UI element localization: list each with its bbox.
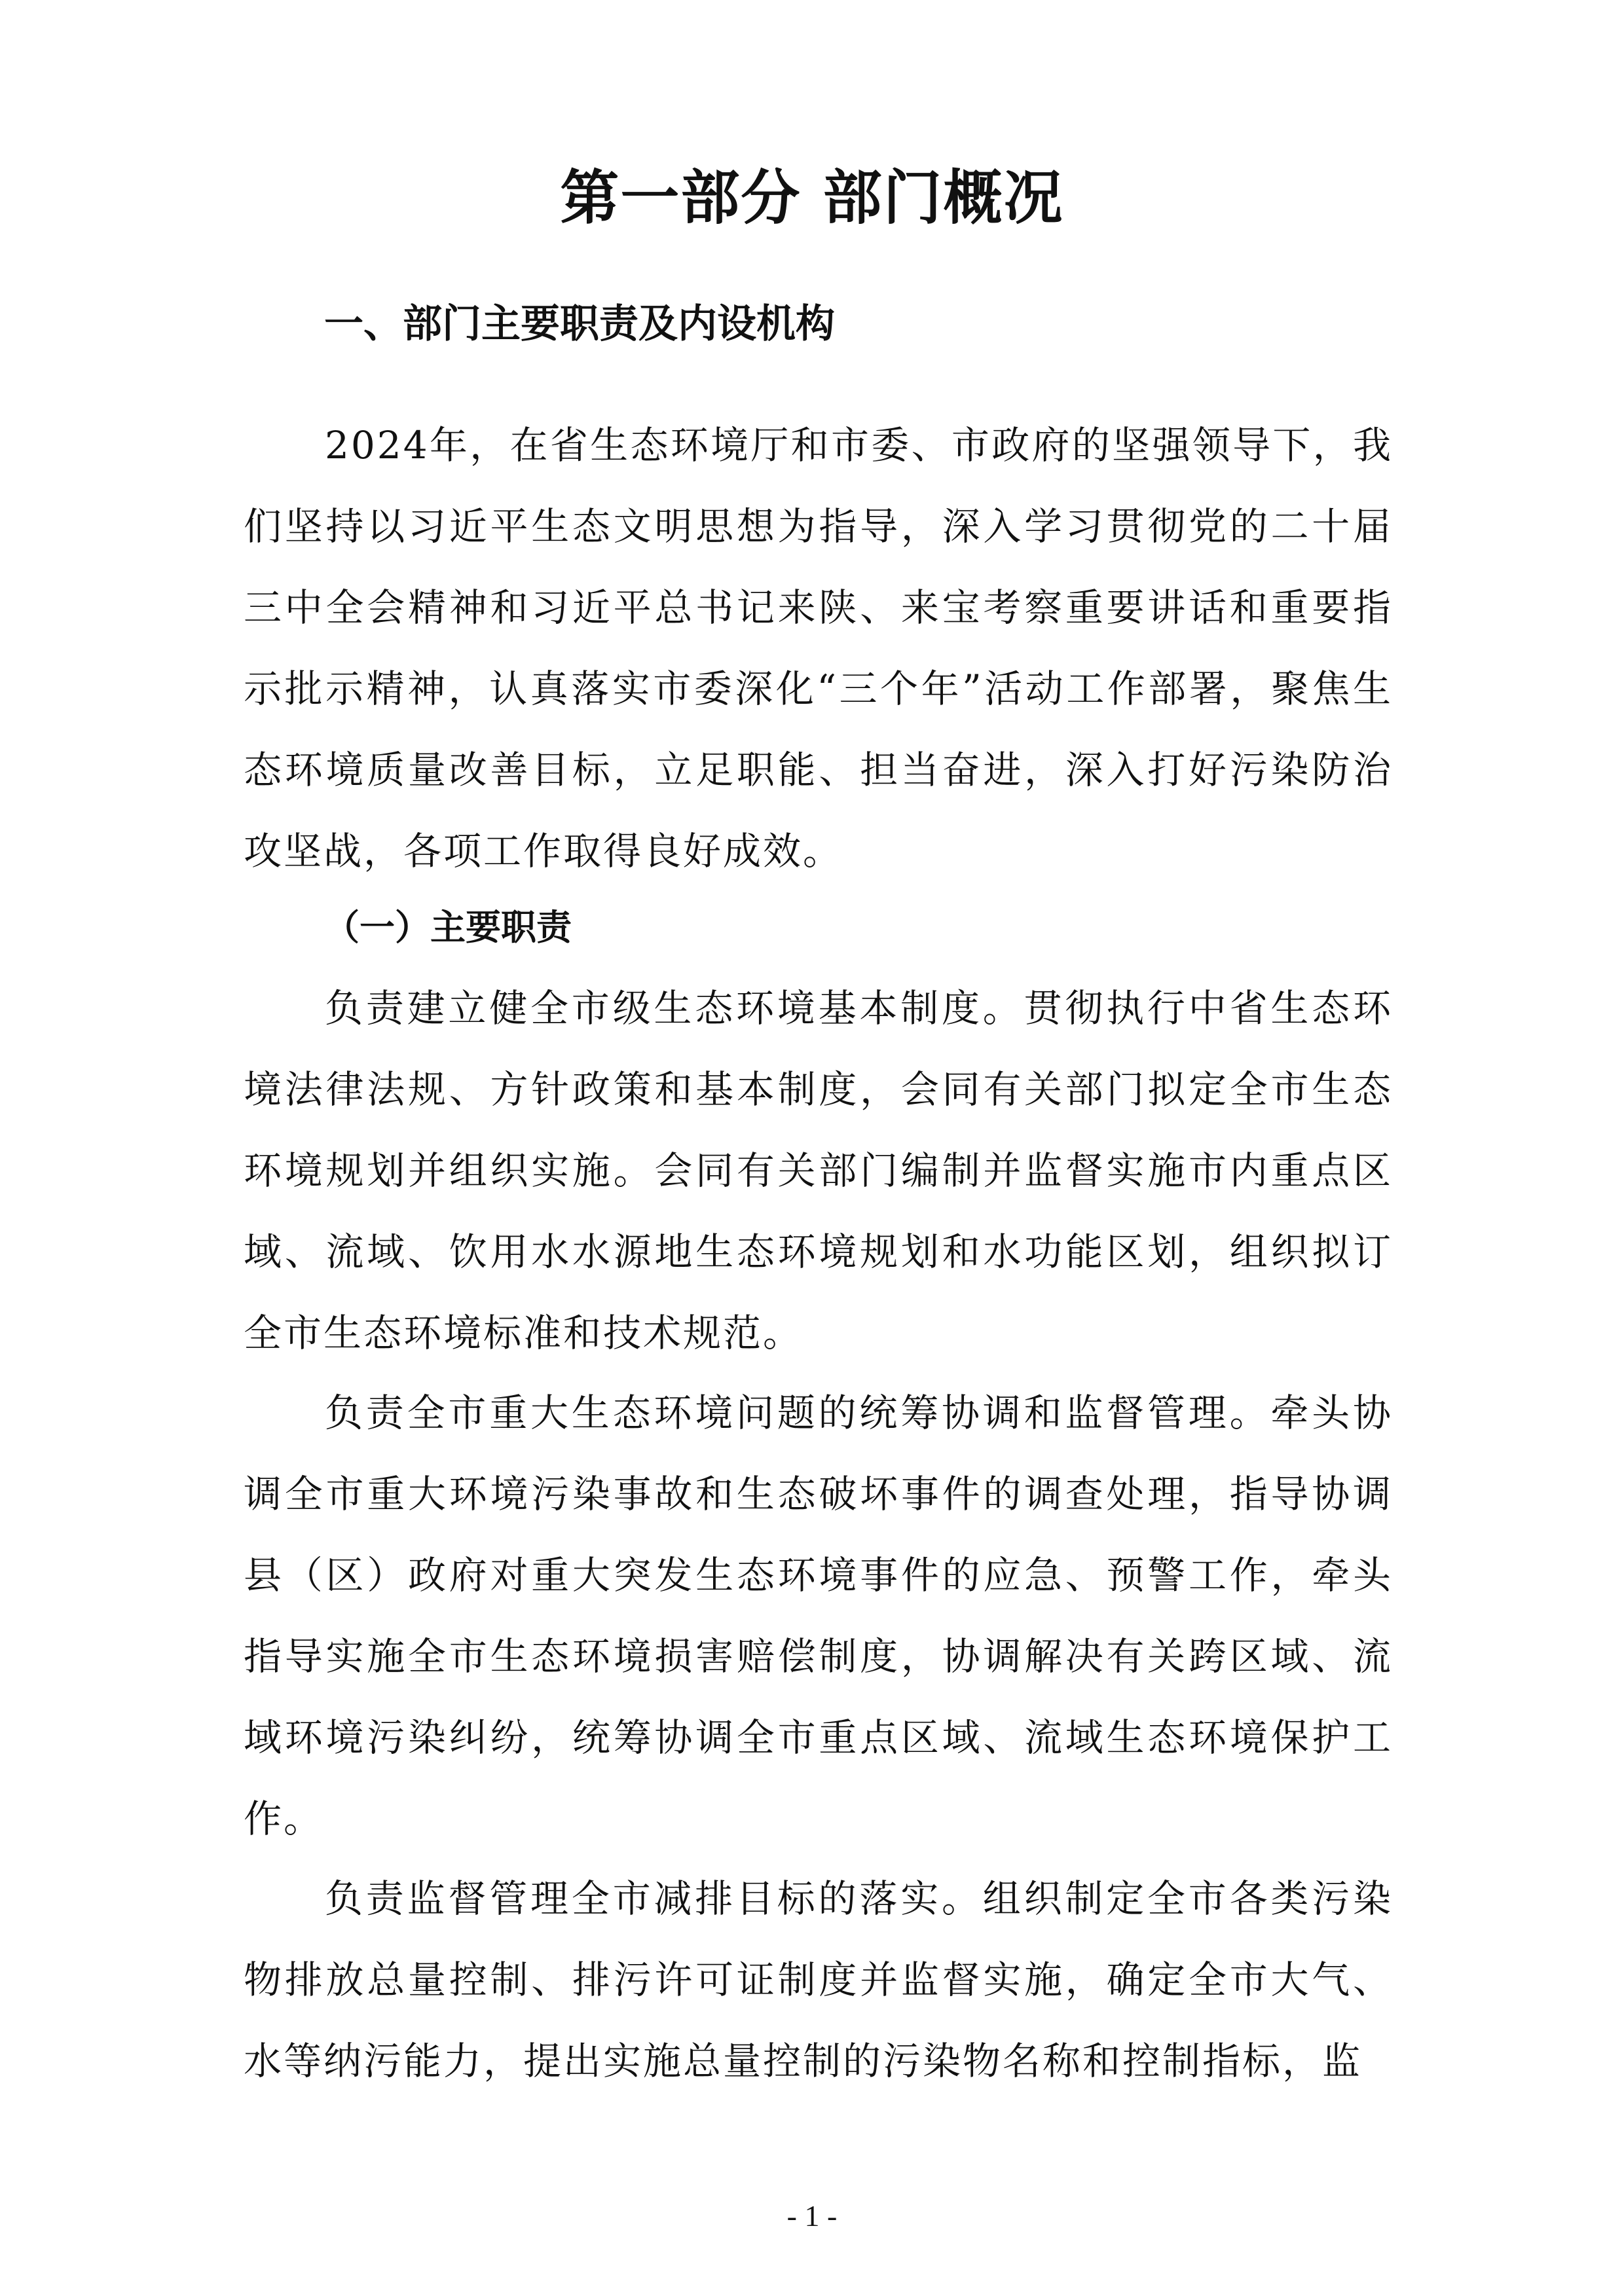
page-title: 第一部分 部门概况 (560, 163, 1064, 232)
duty-paragraph: 负责全市重大生态环境问题的统筹协调和监督管理。牵头协调全市重大环境污染事故和生态破坏事件的调查处理，指导协调县（区）政府对重大突发生态环境事件的应急、预警工作，牵头指导实施全市生态环境损害赔偿制度，协调解决有关跨区域、流域环境污染纠纷，统筹协调全市重点区域、流域生态环境保护工作。 (244, 1391, 1393, 1841)
intro-paragraph: 2024年，在省生态环境厅和市委、市政府的坚强领导下，我们坚持以习近平生态文明思想为指导，深入学习贯彻党的二十届三中全会精神和习近平总书记来陕、来宝考察重要讲话和重要指示批示精神，认真落实市委深化“三个年”活动工作部署，聚焦生态环境质量改善目标，立足职能、担当奋进，深入打好污染防治攻坚战，各项工作取得良好成效。 (244, 423, 1393, 873)
sub-heading-main-duties: （一）主要职责 (324, 907, 572, 948)
section-heading: 一、部门主要职责及内设机构 (324, 301, 835, 347)
duty-paragraph: 负责建立健全市级生态环境基本制度。贯彻执行中省生态环境法律法规、方针政策和基本制度，会同有关部门拟定全市生态环境规划并组织实施。会同有关部门编制并监督实施市内重点区域、流域、饮用水水源地生态环境规划和水功能区划，组织拟订全市生态环境标准和技术规范。 (244, 986, 1393, 1355)
page-number: - 1 - (786, 2199, 838, 2232)
duty-paragraph: 负责监督管理全市减排目标的落实。组织制定全市各类污染物排放总量控制、排污许可证制度并监督实施，确定全市大气、水等纳污能力，提出实施总量控制的污染物名称和控制指标，监 (244, 1876, 1393, 2083)
